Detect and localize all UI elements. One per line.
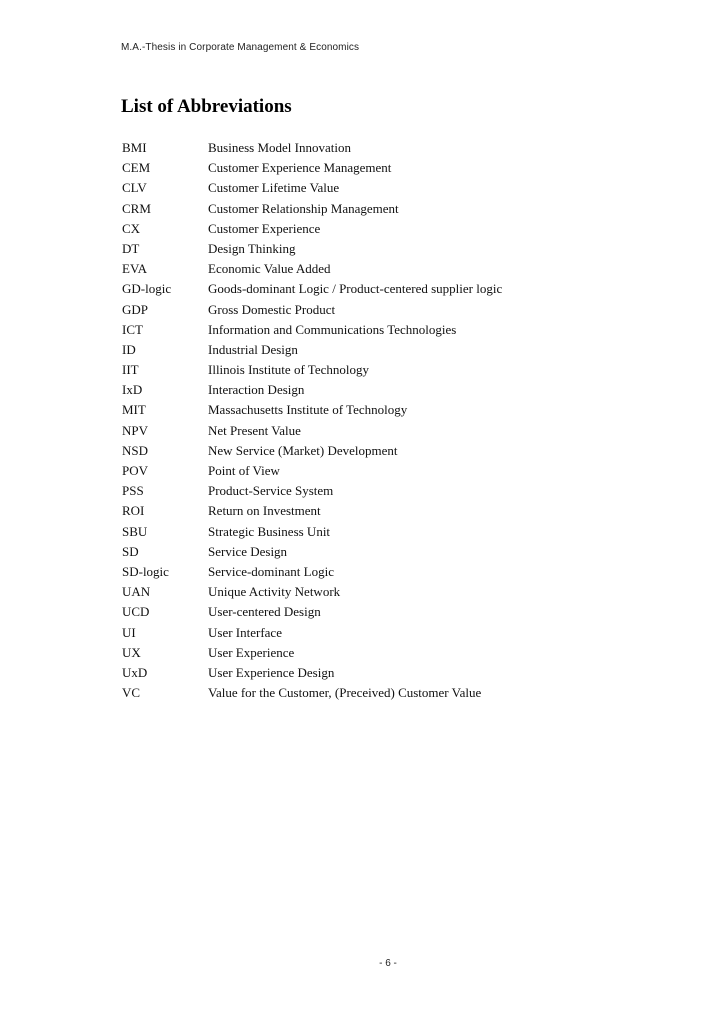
abbreviation-term: CLV bbox=[122, 180, 147, 196]
abbreviation-definition: Strategic Business Unit bbox=[208, 523, 331, 539]
abbreviation-definition: User Experience bbox=[208, 644, 295, 660]
abbreviation-term: BMI bbox=[122, 140, 147, 155]
abbreviation-term: SD-logic bbox=[122, 563, 169, 579]
abbreviation-term: CRM bbox=[122, 200, 151, 216]
abbreviation-term: GD-logic bbox=[122, 281, 172, 297]
abbreviation-term: CEM bbox=[122, 160, 151, 176]
abbreviation-term: NPV bbox=[122, 422, 149, 438]
abbreviation-term: GDP bbox=[122, 301, 149, 317]
abbreviation-term: IIT bbox=[122, 362, 139, 378]
abbreviation-definition: Net Present Value bbox=[208, 422, 301, 438]
abbreviation-row bbox=[122, 200, 682, 220]
abbreviation-row bbox=[122, 523, 682, 543]
abbreviation-term: ICT bbox=[122, 321, 143, 337]
abbreviation-definition: Goods-dominant Logic / Product-centered supplier logic bbox=[208, 281, 503, 297]
abbreviation-term: ROI bbox=[122, 503, 145, 519]
abbreviation-definition: New Service (Market) Development bbox=[208, 442, 398, 458]
abbreviation-row bbox=[122, 280, 682, 300]
abbreviation-row bbox=[122, 220, 682, 240]
page-title: List of Abbreviations bbox=[121, 96, 292, 117]
abbreviation-row bbox=[122, 624, 682, 644]
page-number: - 6 - bbox=[379, 958, 397, 969]
abbreviation-definition: Customer Relationship Management bbox=[208, 200, 399, 216]
abbreviation-definition: Gross Domestic Product bbox=[208, 301, 336, 317]
abbreviation-row bbox=[122, 422, 682, 442]
abbreviation-row bbox=[122, 684, 682, 704]
abbreviation-definition: Point of View bbox=[208, 463, 280, 478]
abbreviation-definition: Value for the Customer, (Preceived) Customer Value bbox=[208, 685, 482, 701]
abbreviation-term: NSD bbox=[122, 442, 149, 458]
abbreviation-list bbox=[122, 139, 682, 704]
abbreviation-definition: Industrial Design bbox=[208, 341, 298, 357]
abbreviation-row bbox=[122, 563, 682, 583]
abbreviation-definition: Information and Communications Technologies bbox=[208, 321, 457, 337]
abbreviation-row bbox=[122, 401, 682, 421]
abbreviation-row bbox=[122, 179, 682, 199]
abbreviation-row bbox=[122, 381, 682, 401]
abbreviation-term: PSS bbox=[122, 483, 144, 499]
abbreviation-term: VC bbox=[122, 685, 141, 701]
abbreviation-row bbox=[122, 159, 682, 179]
abbreviation-definition: Return on Investment bbox=[208, 503, 321, 519]
abbreviation-row bbox=[122, 260, 682, 280]
abbreviation-row bbox=[122, 341, 682, 361]
abbreviation-term: UxD bbox=[122, 664, 148, 680]
abbreviation-row bbox=[122, 543, 682, 563]
abbreviation-definition: Unique Activity Network bbox=[208, 584, 341, 600]
abbreviation-term: MIT bbox=[122, 402, 146, 418]
abbreviation-definition: User Interface bbox=[208, 624, 282, 640]
running-header: M.A.-Thesis in Corporate Management & Economics bbox=[121, 42, 360, 53]
abbreviation-definition: Service Design bbox=[208, 543, 288, 559]
abbreviation-row bbox=[122, 644, 682, 664]
abbreviation-definition: Customer Lifetime Value bbox=[208, 180, 340, 196]
abbreviation-term: SD bbox=[122, 543, 139, 559]
abbreviation-row bbox=[122, 603, 682, 623]
abbreviation-row bbox=[122, 240, 682, 260]
abbreviation-definition: Massachusetts Institute of Technology bbox=[208, 402, 408, 418]
abbreviation-definition: User-centered Design bbox=[208, 604, 321, 620]
abbreviation-term: CX bbox=[122, 220, 141, 236]
abbreviation-definition: Economic Value Added bbox=[208, 261, 331, 277]
abbreviation-row bbox=[122, 502, 682, 522]
abbreviation-row bbox=[122, 361, 682, 381]
abbreviation-term: POV bbox=[122, 463, 149, 478]
abbreviation-row bbox=[122, 139, 682, 159]
abbreviation-term: IxD bbox=[122, 382, 143, 398]
abbreviation-term: DT bbox=[122, 240, 140, 256]
abbreviation-definition: Design Thinking bbox=[208, 240, 296, 256]
abbreviation-term: EVA bbox=[122, 261, 148, 277]
abbreviation-term: ID bbox=[122, 341, 136, 357]
abbreviation-definition: Business Model Innovation bbox=[208, 140, 351, 155]
abbreviation-row bbox=[122, 301, 682, 321]
abbreviation-definition: Customer Experience Management bbox=[208, 160, 392, 176]
abbreviation-definition: User Experience Design bbox=[208, 664, 335, 680]
abbreviation-term: UCD bbox=[122, 604, 150, 620]
abbreviation-row bbox=[122, 462, 682, 482]
abbreviation-row bbox=[122, 583, 682, 603]
abbreviation-definition: Customer Experience bbox=[208, 220, 321, 236]
abbreviation-definition: Illinois Institute of Technology bbox=[208, 362, 369, 378]
abbreviation-definition: Interaction Design bbox=[208, 382, 305, 398]
abbreviation-row bbox=[122, 321, 682, 341]
abbreviation-row bbox=[122, 442, 682, 462]
abbreviation-definition: Service-dominant Logic bbox=[208, 563, 334, 579]
abbreviation-term: SBU bbox=[122, 523, 148, 539]
abbreviation-term: UI bbox=[122, 624, 136, 640]
abbreviation-term: UX bbox=[122, 644, 141, 660]
abbreviation-term: UAN bbox=[122, 584, 151, 600]
abbreviation-row bbox=[122, 664, 682, 684]
abbreviation-row bbox=[122, 482, 682, 502]
abbreviation-definition: Product-Service System bbox=[208, 483, 334, 499]
